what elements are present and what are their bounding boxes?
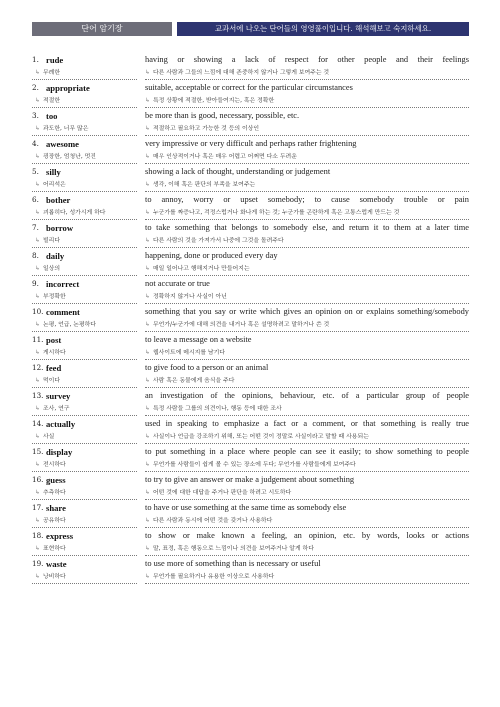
- entry-word: borrow: [46, 223, 74, 233]
- dotted-divider: [32, 443, 137, 444]
- entry-korean-definition: [145, 67, 469, 79]
- entry-word: share: [46, 503, 66, 513]
- arrow-icon: ↳: [35, 462, 40, 468]
- entry-number: 1.: [32, 55, 39, 64]
- entry-english-row: [32, 278, 469, 290]
- entry-word: incorrect: [46, 279, 80, 289]
- korean-meaning-text: 빌리다: [42, 238, 61, 244]
- dotted-divider: [145, 443, 469, 444]
- dotted-divider: [32, 107, 137, 108]
- arrow-icon: ↳: [35, 518, 40, 524]
- vocab-entry: [32, 166, 469, 194]
- entry-english-row: [32, 306, 469, 318]
- korean-meaning-text: 추측하다: [42, 490, 66, 496]
- korean-definition-text: 어떤 것에 대한 대답을 주거나 판단을 하려고 시도하다: [152, 490, 292, 496]
- dotted-divider: [145, 219, 469, 220]
- korean-meaning-text: 전시하다: [42, 462, 66, 468]
- dotted-divider: [32, 499, 137, 500]
- korean-definition-text: 무언가를 필요하거나 유용한 이상으로 사용하다: [152, 574, 275, 580]
- entry-number: 18.: [32, 531, 44, 540]
- dotted-divider: [145, 359, 469, 360]
- entry-word: post: [46, 335, 62, 345]
- entry-korean-definition: [145, 235, 469, 247]
- entry-definition: happening, done or produced every day: [145, 251, 278, 260]
- korean-definition-text: 적절하고 필요하고 가능한 것 등의 이상인: [152, 126, 260, 132]
- entry-english-row: [32, 82, 469, 94]
- arrow-icon: ↳: [35, 182, 40, 188]
- korean-meaning-text: 표현하다: [42, 546, 66, 552]
- dotted-divider: [145, 107, 469, 108]
- dotted-divider: [32, 415, 137, 416]
- dotted-divider: [32, 135, 137, 136]
- entry-korean-definition: [145, 179, 469, 191]
- entry-korean-meaning: [35, 67, 135, 79]
- arrow-icon: ↳: [145, 126, 150, 132]
- entry-definition: used in speaking to emphasize a fact or a comment, or that something is really true: [145, 419, 469, 428]
- arrow-icon: ↳: [35, 434, 40, 440]
- entry-word: express: [46, 531, 74, 541]
- dotted-divider: [32, 359, 137, 360]
- arrow-icon: ↳: [35, 238, 40, 244]
- entry-number: 8.: [32, 251, 39, 260]
- entry-korean-meaning: [35, 431, 135, 443]
- arrow-icon: ↳: [35, 98, 40, 104]
- arrow-icon: ↳: [145, 294, 150, 300]
- dotted-divider: [32, 387, 137, 388]
- entry-number: 10.: [32, 307, 44, 316]
- vocab-entry: [32, 418, 469, 446]
- arrow-icon: ↳: [35, 154, 40, 160]
- entry-definition: to have or use something at the same time as somebody else: [145, 503, 347, 512]
- entry-definition: something that you say or write which gives an opinion on or explains something/somebody: [145, 307, 469, 316]
- entry-korean-definition: [145, 403, 469, 415]
- entry-korean-meaning: [35, 151, 135, 163]
- korean-definition-text: 특정 사람들 그룹의 의견이나, 행동 등에 대한 조사: [152, 406, 282, 412]
- vocab-entry: [32, 502, 469, 530]
- dotted-divider: [145, 555, 469, 556]
- entry-korean-meaning: [35, 347, 135, 359]
- entry-word: silly: [46, 167, 61, 177]
- korean-definition-text: 무언가/누군가에 대해 의견을 내거나 혹은 설명하려고 말하거나 쓴 것: [152, 322, 330, 328]
- arrow-icon: ↳: [35, 266, 40, 272]
- arrow-icon: ↳: [145, 546, 150, 552]
- entry-number: 9.: [32, 279, 39, 288]
- dotted-divider: [145, 163, 469, 164]
- dotted-divider: [145, 275, 469, 276]
- dotted-divider: [32, 527, 137, 528]
- entry-definition: showing a lack of thought, understanding or judgement: [145, 167, 331, 176]
- korean-definition-text: 무언가를 사람들이 쉽게 볼 수 있는 장소에 두다; 무언가를 사람들에게 보여주다: [152, 462, 356, 468]
- entry-english-row: [32, 446, 469, 458]
- korean-definition-text: 말, 표정, 혹은 행동으로 느낌이나 의견을 보여주거나 알게 하다: [152, 546, 314, 552]
- vocab-entry: [32, 54, 469, 82]
- entry-korean-row: [32, 403, 469, 415]
- entry-definition: an investigation of the opinions, behaviour, etc. of a particular group of people: [145, 391, 469, 400]
- arrow-icon: ↳: [145, 98, 150, 104]
- vocab-entry: [32, 474, 469, 502]
- entry-number: 5.: [32, 167, 39, 176]
- entry-korean-meaning: [35, 375, 135, 387]
- entry-korean-row: [32, 515, 469, 527]
- arrow-icon: ↳: [145, 182, 150, 188]
- korean-definition-text: 매우 인상적이거나 혹은 매우 어렵고 어쩌면 다소 두려운: [152, 154, 297, 160]
- entry-english-row: [32, 334, 469, 346]
- entry-definition: suitable, acceptable or correct for the particular circumstances: [145, 83, 353, 92]
- arrow-icon: ↳: [145, 574, 150, 580]
- dotted-divider: [145, 303, 469, 304]
- arrow-icon: ↳: [145, 70, 150, 76]
- entry-korean-definition: [145, 571, 469, 583]
- entry-word: bother: [46, 195, 71, 205]
- entry-korean-meaning: [35, 263, 135, 275]
- vocabulary-list: [32, 54, 469, 586]
- arrow-icon: ↳: [145, 154, 150, 160]
- korean-meaning-text: 괴롭히다, 성가시게 하다: [42, 210, 106, 216]
- korean-definition-text: 누군가를 짜증나고, 걱정스럽거나 화나게 하는 것; 누군가를 곤란하게 혹은 고통스럽게 만드는 것: [152, 210, 400, 216]
- entry-korean-row: [32, 487, 469, 499]
- dotted-divider: [32, 247, 137, 248]
- entry-korean-meaning: [35, 291, 135, 303]
- dotted-divider: [145, 527, 469, 528]
- korean-definition-text: 웹사이트에 메시지를 남기다: [152, 350, 225, 356]
- entry-definition: very impressive or very difficult and perhaps rather frightening: [145, 139, 357, 148]
- entry-number: 15.: [32, 447, 44, 456]
- entry-number: 17.: [32, 503, 44, 512]
- entry-word: guess: [46, 475, 66, 485]
- arrow-icon: ↳: [35, 294, 40, 300]
- entry-english-row: [32, 250, 469, 262]
- vocab-entry: [32, 222, 469, 250]
- arrow-icon: ↳: [145, 490, 150, 496]
- entry-korean-meaning: [35, 487, 135, 499]
- korean-meaning-text: 무례한: [42, 70, 61, 76]
- dotted-divider: [145, 331, 469, 332]
- header-title-badge: 단어 암기장: [32, 22, 172, 36]
- entry-word: comment: [46, 307, 80, 317]
- korean-definition-text: 사실이나 언급을 강조하기 위해, 또는 어떤 것이 정말로 사실이라고 말할 때 사용되는: [152, 434, 369, 440]
- korean-definition-text: 생각, 이해 혹은 판단의 부족을 보여주는: [152, 182, 256, 188]
- korean-meaning-text: 공유하다: [42, 518, 66, 524]
- vocab-entry: [32, 362, 469, 390]
- entry-english-row: [32, 390, 469, 402]
- korean-meaning-text: 일상의: [42, 266, 61, 272]
- dotted-divider: [145, 387, 469, 388]
- entry-word: display: [46, 447, 73, 457]
- entry-english-row: [32, 166, 469, 178]
- entry-definition: not accurate or true: [145, 279, 210, 288]
- dotted-divider: [145, 583, 469, 584]
- arrow-icon: ↳: [145, 350, 150, 356]
- korean-definition-text: 다른 사람의 것을 가져가서 나중에 그것을 돌려주다: [152, 238, 284, 244]
- entry-korean-meaning: [35, 515, 135, 527]
- arrow-icon: ↳: [145, 378, 150, 384]
- entry-number: 3.: [32, 111, 39, 120]
- header-instruction-banner: 교과서에 나오는 단어들의 영영풀이입니다. 해석해보고 숙지하세요.: [177, 22, 469, 36]
- entry-korean-row: [32, 459, 469, 471]
- entry-word: daily: [46, 251, 65, 261]
- entry-definition: to take something that belongs to somebody else, and return it to them at a later time: [145, 223, 469, 232]
- entry-korean-row: [32, 95, 469, 107]
- arrow-icon: ↳: [145, 406, 150, 412]
- dotted-divider: [145, 499, 469, 500]
- dotted-divider: [32, 471, 137, 472]
- entry-korean-row: [32, 123, 469, 135]
- entry-number: 6.: [32, 195, 39, 204]
- vocab-entry: [32, 138, 469, 166]
- arrow-icon: ↳: [35, 574, 40, 580]
- entry-word: actually: [46, 419, 76, 429]
- entry-korean-row: [32, 235, 469, 247]
- entry-english-row: [32, 138, 469, 150]
- entry-english-row: [32, 530, 469, 542]
- entry-korean-definition: [145, 487, 469, 499]
- vocab-entry: [32, 306, 469, 334]
- entry-word: too: [46, 111, 58, 121]
- dotted-divider: [145, 247, 469, 248]
- entry-korean-definition: [145, 263, 469, 275]
- vocab-entry: [32, 278, 469, 306]
- vocab-entry: [32, 110, 469, 138]
- entry-english-row: [32, 222, 469, 234]
- entry-definition: to put something in a place where people can see it easily; to show something to people: [145, 447, 469, 456]
- entry-word: feed: [46, 363, 62, 373]
- arrow-icon: ↳: [145, 462, 150, 468]
- entry-korean-meaning: [35, 207, 135, 219]
- entry-english-row: [32, 474, 469, 486]
- korean-meaning-text: 조사, 연구: [42, 406, 70, 412]
- entry-korean-meaning: [35, 179, 135, 191]
- vocab-entry: [32, 334, 469, 362]
- entry-korean-definition: [145, 459, 469, 471]
- entry-definition: to use more of something than is necessary or useful: [145, 559, 321, 568]
- entry-korean-definition: [145, 151, 469, 163]
- entry-number: 11.: [32, 335, 44, 344]
- dotted-divider: [145, 191, 469, 192]
- arrow-icon: ↳: [35, 546, 40, 552]
- korean-meaning-text: 부정확한: [42, 294, 66, 300]
- entry-number: 12.: [32, 363, 44, 372]
- entry-korean-definition: [145, 319, 469, 331]
- dotted-divider: [145, 79, 469, 80]
- vocab-entry: [32, 250, 469, 278]
- korean-meaning-text: 먹이다: [42, 378, 61, 384]
- dotted-divider: [32, 275, 137, 276]
- korean-meaning-text: 굉장한, 엄청난, 멋진: [42, 154, 96, 160]
- entry-korean-row: [32, 291, 469, 303]
- arrow-icon: ↳: [145, 266, 150, 272]
- entry-definition: be more than is good, necessary, possible, etc.: [145, 111, 300, 120]
- dotted-divider: [32, 163, 137, 164]
- entry-english-row: [32, 558, 469, 570]
- dotted-divider: [32, 191, 137, 192]
- vocab-entry: [32, 82, 469, 110]
- entry-korean-row: [32, 179, 469, 191]
- arrow-icon: ↳: [35, 210, 40, 216]
- entry-english-row: [32, 418, 469, 430]
- korean-meaning-text: 어리석은: [42, 182, 66, 188]
- korean-meaning-text: 사실: [42, 434, 55, 440]
- entry-korean-row: [32, 375, 469, 387]
- arrow-icon: ↳: [35, 406, 40, 412]
- entry-korean-row: [32, 319, 469, 331]
- dotted-divider: [32, 219, 137, 220]
- entry-korean-definition: [145, 431, 469, 443]
- entry-number: 2.: [32, 83, 39, 92]
- entry-number: 13.: [32, 391, 44, 400]
- korean-meaning-text: 게시하다: [42, 350, 66, 356]
- dotted-divider: [145, 471, 469, 472]
- dotted-divider: [145, 135, 469, 136]
- entry-korean-definition: [145, 515, 469, 527]
- entry-korean-meaning: [35, 319, 135, 331]
- entry-number: 14.: [32, 419, 44, 428]
- entry-korean-definition: [145, 375, 469, 387]
- korean-definition-text: 사람 혹은 동물에게 음식을 주다: [152, 378, 235, 384]
- entry-korean-meaning: [35, 235, 135, 247]
- entry-english-row: [32, 194, 469, 206]
- entry-korean-definition: [145, 207, 469, 219]
- entry-korean-row: [32, 67, 469, 79]
- arrow-icon: ↳: [35, 70, 40, 76]
- korean-definition-text: 다른 사람과 동시에 어떤 것을 갖거나 사용하다: [152, 518, 273, 524]
- entry-korean-row: [32, 263, 469, 275]
- entry-korean-definition: [145, 95, 469, 107]
- page-header: [32, 22, 469, 36]
- entry-word: awesome: [46, 139, 79, 149]
- arrow-icon: ↳: [145, 434, 150, 440]
- entry-korean-meaning: [35, 95, 135, 107]
- entry-korean-definition: [145, 543, 469, 555]
- entry-korean-meaning: [35, 403, 135, 415]
- entry-english-row: [32, 502, 469, 514]
- arrow-icon: ↳: [35, 490, 40, 496]
- vocab-entry: [32, 446, 469, 474]
- korean-definition-text: 매일 일어나고 행해지거나 만들어지는: [152, 266, 250, 272]
- entry-korean-row: [32, 543, 469, 555]
- entry-english-row: [32, 362, 469, 374]
- entry-english-row: [32, 54, 469, 66]
- korean-definition-text: 정확하지 않거나 사실이 아닌: [152, 294, 227, 300]
- entry-definition: to try to give an answer or make a judgement about something: [145, 475, 355, 484]
- arrow-icon: ↳: [145, 322, 150, 328]
- korean-meaning-text: 적절한: [42, 98, 61, 104]
- arrow-icon: ↳: [145, 518, 150, 524]
- entry-korean-definition: [145, 291, 469, 303]
- arrow-icon: ↳: [35, 350, 40, 356]
- entry-number: 4.: [32, 139, 39, 148]
- entry-definition: to leave a message on a website: [145, 335, 252, 344]
- entry-korean-meaning: [35, 459, 135, 471]
- dotted-divider: [32, 331, 137, 332]
- entry-korean-row: [32, 431, 469, 443]
- dotted-divider: [32, 303, 137, 304]
- entry-definition: to show or make known a feeling, an opinion, etc. by words, looks or actions: [145, 531, 469, 540]
- entry-korean-meaning: [35, 571, 135, 583]
- entry-word: appropriate: [46, 83, 90, 93]
- arrow-icon: ↳: [145, 238, 150, 244]
- dotted-divider: [32, 583, 137, 584]
- dotted-divider: [145, 415, 469, 416]
- entry-definition: to annoy, worry or upset somebody; to cause somebody trouble or pain: [145, 195, 469, 204]
- entry-korean-row: [32, 571, 469, 583]
- entry-number: 16.: [32, 475, 44, 484]
- entry-korean-meaning: [35, 123, 135, 135]
- arrow-icon: ↳: [35, 378, 40, 384]
- korean-definition-text: 특정 상황에 적절한, 받아들여지는, 혹은 정확한: [152, 98, 275, 104]
- entry-number: 19.: [32, 559, 44, 568]
- dotted-divider: [32, 555, 137, 556]
- arrow-icon: ↳: [35, 322, 40, 328]
- entry-korean-meaning: [35, 543, 135, 555]
- entry-definition: to give food to a person or an animal: [145, 363, 269, 372]
- korean-definition-text: 다른 사람과 그들의 느낌에 대해 존중하지 않거나 그렇게 보여주는 것: [152, 70, 330, 76]
- entry-korean-definition: [145, 123, 469, 135]
- entry-english-row: [32, 110, 469, 122]
- vocab-entry: [32, 194, 469, 222]
- arrow-icon: ↳: [145, 210, 150, 216]
- entry-number: 7.: [32, 223, 39, 232]
- vocab-entry: [32, 390, 469, 418]
- korean-meaning-text: 논평, 언급, 논평하다: [42, 322, 96, 328]
- entry-korean-row: [32, 347, 469, 359]
- korean-meaning-text: 과도한, 너무 많은: [42, 126, 89, 132]
- entry-word: rude: [46, 55, 64, 65]
- entry-korean-row: [32, 207, 469, 219]
- entry-korean-definition: [145, 347, 469, 359]
- entry-word: survey: [46, 391, 71, 401]
- entry-word: waste: [46, 559, 67, 569]
- dotted-divider: [32, 79, 137, 80]
- arrow-icon: ↳: [35, 126, 40, 132]
- vocab-entry: [32, 530, 469, 558]
- korean-meaning-text: 낭비하다: [42, 574, 66, 580]
- entry-definition: having or showing a lack of respect for other people and their feelings: [145, 55, 469, 64]
- entry-korean-row: [32, 151, 469, 163]
- vocab-entry: [32, 558, 469, 586]
